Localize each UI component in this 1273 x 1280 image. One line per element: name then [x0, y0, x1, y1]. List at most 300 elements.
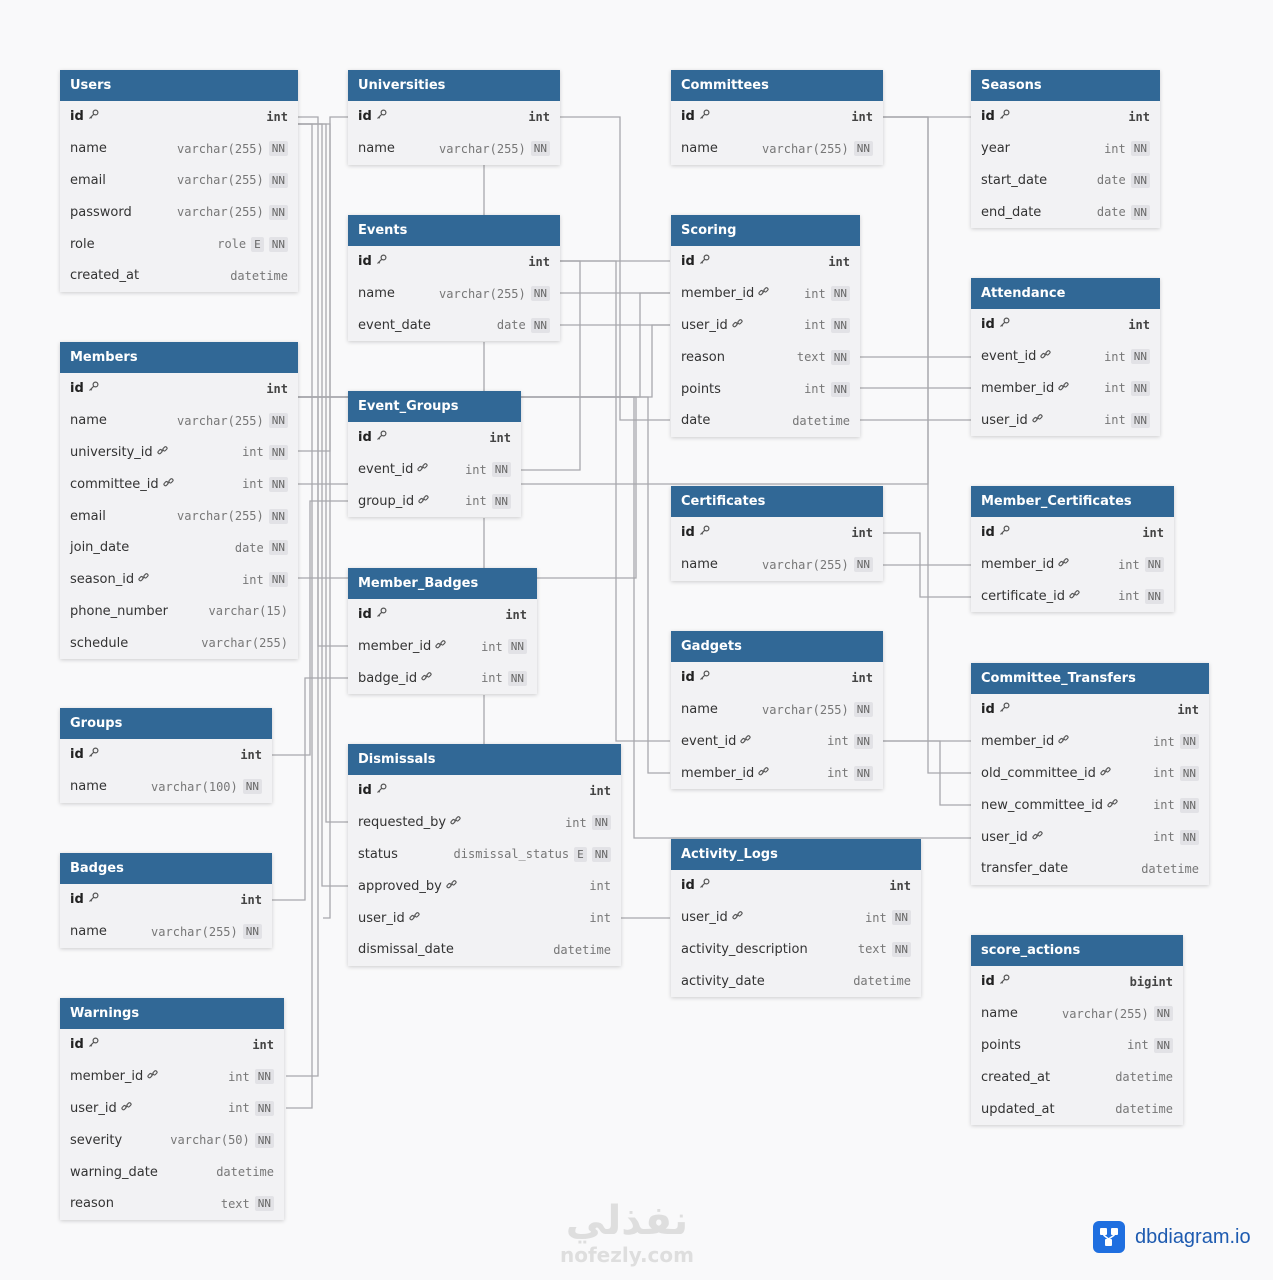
- foreign-key-link-icon: [409, 911, 420, 925]
- field-row-created-at[interactable]: [60, 260, 298, 292]
- not-null-badge: NN: [508, 639, 527, 654]
- relationship-line: [560, 117, 670, 420]
- field-row-certificate-id[interactable]: [971, 581, 1174, 613]
- not-null-badge: NN: [892, 942, 911, 957]
- field-row-name[interactable]: [671, 133, 883, 165]
- not-null-badge: NN: [592, 815, 611, 830]
- primary-key-icon: [88, 892, 99, 906]
- foreign-key-link-icon: [758, 766, 769, 780]
- primary-key-icon: [88, 747, 99, 761]
- not-null-badge: NN: [1131, 349, 1150, 364]
- field-type: int: [252, 1037, 274, 1052]
- field-row-reason[interactable]: [671, 341, 860, 373]
- field-type: int: [889, 878, 911, 893]
- table-warnings[interactable]: [60, 998, 284, 1220]
- field-row-id[interactable]: [348, 246, 560, 278]
- field-name: id: [681, 109, 695, 125]
- field-type: int: [528, 254, 550, 269]
- not-null-badge: NN: [831, 286, 850, 301]
- table-header[interactable]: score_actions: [971, 935, 1183, 966]
- field-type: bigint: [1129, 974, 1173, 989]
- not-null-badge: NN: [831, 318, 850, 333]
- table-badges[interactable]: [60, 853, 272, 948]
- brand[interactable]: [1093, 1221, 1251, 1253]
- field-type: varchar(255): [439, 141, 526, 156]
- field-row-id[interactable]: [671, 662, 883, 694]
- field-name: date: [681, 413, 711, 429]
- primary-key-icon: [88, 1037, 99, 1051]
- field-row-id[interactable]: [971, 694, 1209, 726]
- primary-key-icon: [376, 109, 387, 123]
- table-users[interactable]: [60, 70, 298, 292]
- table-header[interactable]: Activity_Logs: [671, 839, 921, 870]
- field-row-start-date[interactable]: [971, 165, 1160, 197]
- field-row-id[interactable]: [60, 1029, 284, 1061]
- primary-key-icon: [376, 607, 387, 621]
- field-row-name[interactable]: [60, 916, 272, 948]
- primary-key-icon: [999, 317, 1010, 331]
- foreign-key-link-icon: [1069, 589, 1080, 603]
- foreign-key-link-icon: [1058, 381, 1069, 395]
- field-row-id[interactable]: [671, 101, 883, 133]
- field-row-dismissal-date[interactable]: [348, 934, 621, 966]
- relationship-line: [272, 678, 348, 900]
- table-groups[interactable]: [60, 708, 272, 803]
- foreign-key-link-icon: [138, 572, 149, 586]
- primary-key-icon: [999, 525, 1010, 539]
- field-name: points: [681, 381, 721, 397]
- field-name: name: [681, 557, 718, 573]
- field-row-warning-date[interactable]: [60, 1156, 284, 1188]
- not-null-badge: NN: [243, 924, 262, 939]
- field-row-id[interactable]: [971, 966, 1183, 998]
- field-row-id[interactable]: [348, 422, 521, 454]
- field-name: created_at: [70, 268, 140, 284]
- not-null-badge: NN: [269, 540, 288, 555]
- field-name: requested_by: [358, 815, 447, 831]
- table-header[interactable]: Events: [348, 215, 560, 246]
- field-type: int: [465, 494, 487, 509]
- field-row-transfer-date[interactable]: [971, 853, 1209, 885]
- field-type: int: [228, 1101, 250, 1116]
- field-name: certificate_id: [981, 588, 1065, 604]
- not-null-badge: NN: [854, 766, 873, 781]
- field-type: int: [828, 254, 850, 269]
- field-type: int: [228, 1069, 250, 1084]
- field-type: varchar(100): [151, 779, 238, 794]
- field-row-name[interactable]: [60, 405, 298, 437]
- field-row-member-id[interactable]: [671, 278, 860, 310]
- table-header[interactable]: Users: [60, 70, 298, 101]
- field-name: user_id: [358, 910, 405, 926]
- field-row-event-id[interactable]: [348, 454, 521, 486]
- field-row-member-id[interactable]: [971, 373, 1160, 405]
- field-name: dismissal_date: [358, 942, 454, 958]
- field-row-committee-id[interactable]: [60, 468, 298, 500]
- field-name: status: [358, 846, 398, 862]
- not-null-badge: NN: [1145, 557, 1164, 572]
- field-row-name[interactable]: [60, 771, 272, 803]
- table-header[interactable]: Warnings: [60, 998, 284, 1029]
- field-row-severity[interactable]: [60, 1124, 284, 1156]
- primary-key-icon: [999, 974, 1010, 988]
- field-name: member_id: [681, 765, 755, 781]
- field-row-id[interactable]: [348, 101, 560, 133]
- field-row-member-id[interactable]: [348, 631, 537, 663]
- table-header[interactable]: Seasons: [971, 70, 1160, 101]
- watermark: [560, 1198, 694, 1266]
- not-null-badge: NN: [531, 318, 550, 333]
- field-type: varchar(50): [170, 1133, 250, 1148]
- not-null-badge: NN: [269, 477, 288, 492]
- field-row-user-id[interactable]: [60, 1093, 284, 1125]
- field-type: varchar(255): [177, 141, 264, 156]
- field-type: int: [1177, 702, 1199, 717]
- watermark-arabic: نفذلي: [565, 1198, 689, 1244]
- field-type: int: [1127, 1038, 1149, 1053]
- field-name: activity_description: [681, 941, 808, 957]
- field-name: user_id: [681, 910, 728, 926]
- field-type: int: [589, 783, 611, 798]
- table-member-certificates[interactable]: [971, 486, 1174, 612]
- field-row-user-id[interactable]: [671, 902, 921, 934]
- not-null-badge: NN: [269, 413, 288, 428]
- field-row-group-id[interactable]: [348, 486, 521, 518]
- not-null-badge: NN: [269, 141, 288, 156]
- foreign-key-link-icon: [147, 1069, 158, 1083]
- field-row-name[interactable]: [348, 278, 560, 310]
- field-row-role[interactable]: [60, 228, 298, 260]
- table-seasons[interactable]: [971, 70, 1160, 228]
- field-type: date: [1096, 173, 1126, 188]
- field-name: reason: [681, 349, 725, 365]
- not-null-badge: NN: [269, 173, 288, 188]
- field-type: int: [528, 109, 550, 124]
- field-row-updated-at[interactable]: [971, 1093, 1183, 1125]
- field-type: varchar(255): [762, 702, 849, 717]
- field-type: int: [589, 879, 611, 894]
- field-name: name: [70, 779, 107, 795]
- field-name: user_id: [681, 317, 728, 333]
- table-gadgets[interactable]: [671, 631, 883, 789]
- table-universities[interactable]: [348, 70, 560, 165]
- field-type: int: [240, 747, 262, 762]
- field-row-id[interactable]: [60, 373, 298, 405]
- field-name: event_date: [358, 317, 431, 333]
- field-name: id: [70, 892, 84, 908]
- field-row-points[interactable]: [971, 1030, 1183, 1062]
- field-type: varchar(255): [762, 141, 849, 156]
- foreign-key-link-icon: [157, 445, 168, 459]
- field-row-status[interactable]: [348, 839, 621, 871]
- field-row-user-id[interactable]: [671, 310, 860, 342]
- field-type: datetime: [1115, 1102, 1173, 1117]
- field-row-email[interactable]: [60, 165, 298, 197]
- field-type: int: [565, 815, 587, 830]
- table-member-badges[interactable]: [348, 568, 537, 694]
- field-type: int: [1142, 525, 1164, 540]
- field-type: int: [851, 109, 873, 124]
- table-scoring[interactable]: [671, 215, 860, 437]
- field-row-id[interactable]: [60, 101, 298, 133]
- table-activity-logs[interactable]: [671, 839, 921, 997]
- field-type: int: [242, 445, 264, 460]
- field-type: datetime: [1141, 861, 1199, 876]
- field-row-id[interactable]: [671, 517, 883, 549]
- field-type: int: [481, 639, 503, 654]
- primary-key-icon: [88, 381, 99, 395]
- foreign-key-link-icon: [1058, 734, 1069, 748]
- table-certificates[interactable]: [671, 486, 883, 581]
- field-type: varchar(255): [762, 557, 849, 572]
- table-attendance[interactable]: [971, 278, 1160, 436]
- field-row-date[interactable]: [671, 405, 860, 437]
- field-name: user_id: [981, 829, 1028, 845]
- not-null-badge: NN: [1180, 766, 1199, 781]
- table-header[interactable]: Member_Badges: [348, 568, 537, 599]
- relationship-line: [883, 741, 971, 805]
- table-dismissals[interactable]: [348, 744, 621, 966]
- field-row-user-id[interactable]: [971, 404, 1160, 436]
- field-row-id[interactable]: [971, 309, 1160, 341]
- not-null-badge: NN: [1154, 1006, 1173, 1021]
- field-row-old-committee-id[interactable]: [971, 758, 1209, 790]
- field-row-requested-by[interactable]: [348, 807, 621, 839]
- field-row-event-id[interactable]: [671, 726, 883, 758]
- field-row-season-id[interactable]: [60, 564, 298, 596]
- table-header[interactable]: Committees: [671, 70, 883, 101]
- field-row-user-id[interactable]: [348, 902, 621, 934]
- field-row-member-id[interactable]: [671, 757, 883, 789]
- field-row-activity-date[interactable]: [671, 965, 921, 997]
- field-row-name[interactable]: [971, 998, 1183, 1030]
- relationship-line: [883, 533, 971, 597]
- field-row-schedule[interactable]: [60, 627, 298, 659]
- field-row-name[interactable]: [60, 133, 298, 165]
- table-header[interactable]: Event_Groups: [348, 391, 521, 422]
- relationship-line: [560, 261, 670, 741]
- field-name: old_committee_id: [981, 765, 1096, 781]
- table-members[interactable]: [60, 342, 298, 659]
- table-header[interactable]: Groups: [60, 708, 272, 739]
- foreign-key-link-icon: [435, 639, 446, 653]
- field-row-name[interactable]: [671, 549, 883, 581]
- field-row-reason[interactable]: [60, 1188, 284, 1220]
- field-type: int: [851, 670, 873, 685]
- relationship-line: [883, 117, 971, 773]
- field-name: id: [681, 670, 695, 686]
- table-header[interactable]: Attendance: [971, 278, 1160, 309]
- field-row-year[interactable]: [971, 133, 1160, 165]
- field-name: join_date: [70, 540, 130, 556]
- field-row-member-id[interactable]: [971, 726, 1209, 758]
- field-name: id: [981, 317, 995, 333]
- field-name: id: [70, 381, 84, 397]
- table-header[interactable]: Certificates: [671, 486, 883, 517]
- field-name: id: [358, 254, 372, 270]
- field-type: int: [1128, 109, 1150, 124]
- field-row-id[interactable]: [60, 884, 272, 916]
- table-header[interactable]: Universities: [348, 70, 560, 101]
- field-row-password[interactable]: [60, 196, 298, 228]
- field-row-event-id[interactable]: [971, 341, 1160, 373]
- table-header[interactable]: Members: [60, 342, 298, 373]
- not-null-badge: NN: [1131, 205, 1150, 220]
- field-type: int: [266, 381, 288, 396]
- primary-key-icon: [999, 109, 1010, 123]
- field-name: new_committee_id: [981, 797, 1103, 813]
- field-type: int: [851, 525, 873, 540]
- field-row-join-date[interactable]: [60, 532, 298, 564]
- field-type: datetime: [853, 974, 911, 989]
- field-row-email[interactable]: [60, 500, 298, 532]
- not-null-badge: NN: [854, 702, 873, 717]
- not-null-badge: NN: [269, 509, 288, 524]
- table-header[interactable]: Badges: [60, 853, 272, 884]
- field-name: id: [981, 974, 995, 990]
- field-name: member_id: [981, 380, 1055, 396]
- field-row-id[interactable]: [671, 246, 860, 278]
- field-name: name: [358, 141, 395, 157]
- field-name: activity_date: [681, 973, 765, 989]
- table-events[interactable]: [348, 215, 560, 341]
- field-type: int: [465, 462, 487, 477]
- foreign-key-link-icon: [1100, 766, 1111, 780]
- field-row-id[interactable]: [348, 775, 621, 807]
- field-row-new-committee-id[interactable]: [971, 789, 1209, 821]
- foreign-key-link-icon: [1107, 798, 1118, 812]
- field-row-id[interactable]: [348, 599, 537, 631]
- field-name: id: [70, 747, 84, 763]
- field-name: year: [981, 141, 1011, 157]
- field-name: schedule: [70, 635, 129, 651]
- table-header[interactable]: Dismissals: [348, 744, 621, 775]
- not-null-badge: NN: [831, 350, 850, 365]
- not-null-badge: NN: [492, 462, 511, 477]
- foreign-key-link-icon: [732, 910, 743, 924]
- primary-key-icon: [88, 109, 99, 123]
- primary-key-icon: [699, 109, 710, 123]
- field-type: datetime: [792, 413, 850, 428]
- foreign-key-link-icon: [1032, 830, 1043, 844]
- field-row-phone-number[interactable]: [60, 596, 298, 628]
- not-null-badge: NN: [854, 734, 873, 749]
- field-name: severity: [70, 1132, 123, 1148]
- field-row-event-date[interactable]: [348, 310, 560, 342]
- field-type: varchar(255): [151, 924, 238, 939]
- field-name: id: [681, 878, 695, 894]
- table-header[interactable]: Gadgets: [671, 631, 883, 662]
- field-row-created-at[interactable]: [971, 1061, 1183, 1093]
- not-null-badge: NN: [269, 572, 288, 587]
- field-row-member-id[interactable]: [971, 549, 1174, 581]
- field-row-activity-description[interactable]: [671, 934, 921, 966]
- field-name: member_id: [981, 557, 1055, 573]
- field-name: member_id: [70, 1069, 144, 1085]
- table-committee-transfers[interactable]: [971, 663, 1209, 885]
- field-row-name[interactable]: [348, 133, 560, 165]
- field-name: warning_date: [70, 1164, 158, 1180]
- brand-name: dbdiagram.io: [1135, 1225, 1251, 1248]
- field-name: user_id: [70, 1100, 117, 1116]
- primary-key-icon: [999, 702, 1010, 716]
- field-row-end-date[interactable]: [971, 196, 1160, 228]
- field-name: id: [981, 702, 995, 718]
- field-name: name: [681, 702, 718, 718]
- field-name: badge_id: [358, 670, 418, 686]
- field-row-id[interactable]: [971, 517, 1174, 549]
- field-type: int: [1118, 557, 1140, 572]
- field-name: transfer_date: [981, 861, 1069, 877]
- field-type: int: [827, 766, 849, 781]
- table-header[interactable]: Member_Certificates: [971, 486, 1174, 517]
- foreign-key-link-icon: [163, 477, 174, 491]
- field-row-id[interactable]: [671, 870, 921, 902]
- field-row-id[interactable]: [971, 101, 1160, 133]
- primary-key-icon: [699, 878, 710, 892]
- not-null-badge: NN: [854, 557, 873, 572]
- table-header[interactable]: Committee_Transfers: [971, 663, 1209, 694]
- not-null-badge: NN: [255, 1101, 274, 1116]
- foreign-key-link-icon: [421, 671, 432, 685]
- field-row-user-id[interactable]: [971, 821, 1209, 853]
- field-type: int: [827, 734, 849, 749]
- watermark-latin: nofezly.com: [560, 1243, 694, 1267]
- field-row-member-id[interactable]: [60, 1061, 284, 1093]
- field-name: points: [981, 1037, 1021, 1053]
- table-committees[interactable]: [671, 70, 883, 165]
- field-type: int: [240, 892, 262, 907]
- field-name: updated_at: [981, 1101, 1055, 1117]
- relationship-line: [298, 124, 348, 822]
- not-null-badge: NN: [492, 494, 511, 509]
- field-type: int: [505, 607, 527, 622]
- primary-key-icon: [699, 670, 710, 684]
- field-name: member_id: [681, 286, 755, 302]
- field-type: int: [804, 382, 826, 397]
- table-header[interactable]: Scoring: [671, 215, 860, 246]
- table-event-groups[interactable]: [348, 391, 521, 517]
- field-name: id: [681, 254, 695, 270]
- not-null-badge: NN: [531, 286, 550, 301]
- not-null-badge: NN: [531, 141, 550, 156]
- field-row-name[interactable]: [671, 694, 883, 726]
- field-name: email: [70, 172, 106, 188]
- field-type: int: [266, 109, 288, 124]
- not-null-badge: NN: [1131, 381, 1150, 396]
- field-type: text: [796, 350, 826, 365]
- table-score-actions[interactable]: [971, 935, 1183, 1125]
- field-name: name: [70, 141, 107, 157]
- field-type: varchar(255): [177, 509, 264, 524]
- field-row-id[interactable]: [60, 739, 272, 771]
- not-null-badge: NN: [255, 1196, 274, 1211]
- field-row-badge-id[interactable]: [348, 663, 537, 695]
- foreign-key-link-icon: [1032, 413, 1043, 427]
- field-type: varchar(15): [208, 604, 288, 619]
- field-name: start_date: [981, 172, 1048, 188]
- field-row-approved-by[interactable]: [348, 870, 621, 902]
- field-row-university-id[interactable]: [60, 437, 298, 469]
- field-type: role: [217, 237, 247, 252]
- field-name: event_id: [681, 733, 737, 749]
- field-name: committee_id: [70, 476, 159, 492]
- field-row-points[interactable]: [671, 373, 860, 405]
- field-type: int: [1153, 766, 1175, 781]
- field-type: text: [857, 942, 887, 957]
- primary-key-icon: [376, 783, 387, 797]
- field-type: date: [496, 318, 526, 333]
